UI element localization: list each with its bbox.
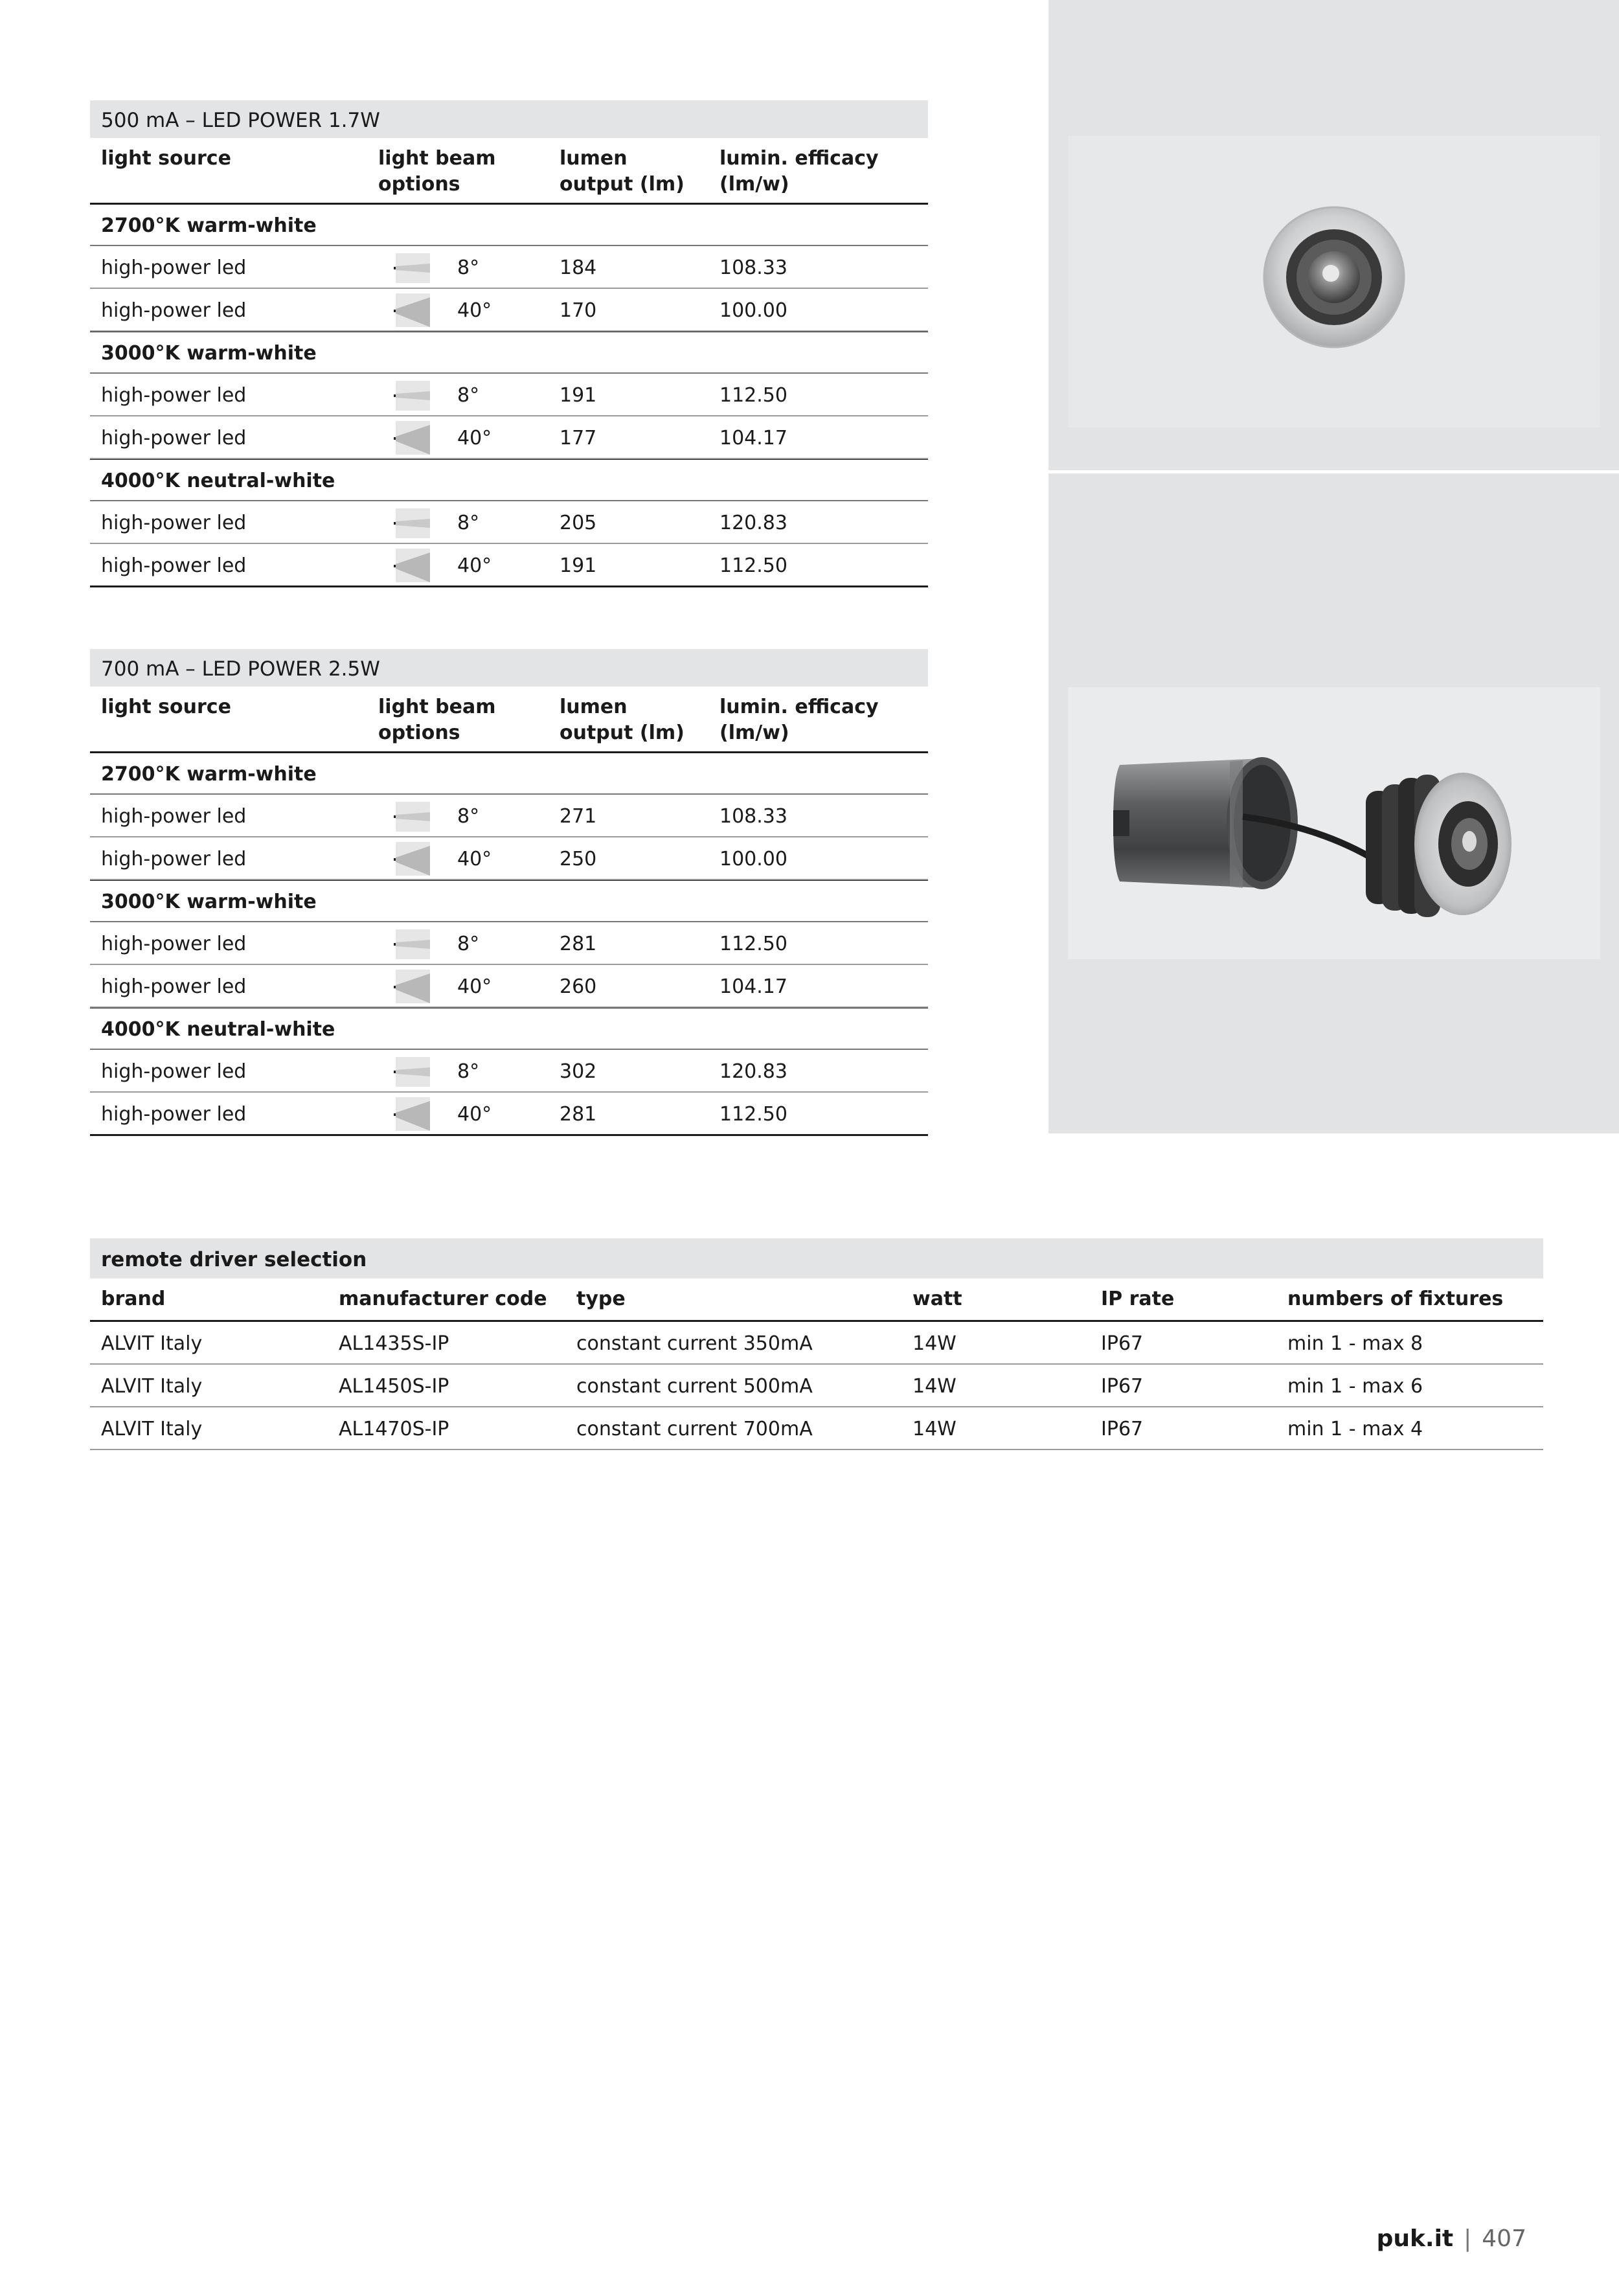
efficacy-cell: 112.50: [719, 1103, 787, 1126]
table-row: [90, 416, 928, 459]
header-light-source: light source: [101, 696, 231, 718]
efficacy-cell: 100.00: [719, 299, 787, 322]
table-title: 700 mA – LED POWER 2.5W: [90, 649, 928, 687]
lumen-cell: 302: [560, 1060, 597, 1083]
efficacy-cell: 120.83: [719, 1060, 787, 1083]
fixtures-cell: min 1 - max 4: [1287, 1418, 1423, 1440]
efficacy-cell: 108.33: [719, 805, 787, 828]
type-cell: constant current 350mA: [576, 1332, 813, 1355]
fixtures-cell: min 1 - max 6: [1287, 1375, 1423, 1398]
type-cell: constant current 700mA: [576, 1418, 813, 1440]
table-row: [90, 965, 928, 1008]
header-efficacy: lumin. efficacy (lm/w): [719, 696, 879, 744]
header-efficacy: lumin. efficacy (lm/w): [719, 147, 879, 196]
header-watt: watt: [912, 1288, 962, 1310]
beam-angle-cell: 40°: [457, 554, 492, 577]
group-label: 2700°K warm-white: [101, 214, 317, 237]
group-row: [90, 753, 928, 795]
lumen-cell: 271: [560, 805, 597, 828]
narrow-beam-icon: [392, 926, 430, 962]
lumen-cell: 250: [560, 848, 597, 870]
header-light-beam: light beam options: [378, 696, 496, 744]
beam-angle-cell: 8°: [457, 1060, 480, 1083]
header-light-source: light source: [101, 147, 231, 170]
wide-beam-icon: [392, 1096, 430, 1132]
group-row: [90, 1008, 928, 1050]
light-source-cell: high-power led: [101, 256, 247, 279]
table-row: [90, 1093, 928, 1136]
fixture-housing-illustration: [1048, 473, 1619, 1133]
light-source-cell: high-power led: [101, 975, 247, 998]
light-source-cell: high-power led: [101, 805, 247, 828]
efficacy-cell: 108.33: [719, 256, 787, 279]
efficacy-cell: 112.50: [719, 554, 787, 577]
beam-angle-cell: 8°: [457, 805, 480, 828]
page-footer: [1377, 2223, 1526, 2255]
table-row: [90, 501, 928, 544]
group-row: [90, 459, 928, 501]
lumen-cell: 191: [560, 554, 597, 577]
light-source-cell: high-power led: [101, 1103, 247, 1126]
ip-cell: IP67: [1101, 1375, 1144, 1398]
narrow-beam-icon: [392, 377, 430, 413]
beam-angle-cell: 40°: [457, 299, 492, 322]
product-photo-housing: [1048, 473, 1619, 1133]
narrow-beam-icon: [392, 505, 430, 541]
header-lumen-output: lumen output (lm): [560, 696, 685, 744]
header-light-beam: light beam options: [378, 147, 496, 196]
light-source-cell: high-power led: [101, 512, 247, 534]
watt-cell: 14W: [912, 1418, 957, 1440]
lumen-cell: 205: [560, 512, 597, 534]
wide-beam-icon: [392, 547, 430, 584]
table-row: [90, 1050, 928, 1093]
beam-angle-cell: 8°: [457, 512, 480, 534]
group-label: 4000°K neutral-white: [101, 470, 335, 492]
header-fixtures: numbers of fixtures: [1287, 1288, 1504, 1310]
group-row: [90, 880, 928, 922]
watt-cell: 14W: [912, 1375, 957, 1398]
light-source-cell: high-power led: [101, 427, 247, 449]
group-label: 3000°K warm-white: [101, 891, 317, 913]
lumen-cell: 177: [560, 427, 597, 449]
ip-cell: IP67: [1101, 1418, 1144, 1440]
fixture-front-illustration: [1048, 0, 1619, 470]
table-row: [90, 246, 928, 289]
table-row: [90, 1365, 1543, 1407]
product-photo-front: [1048, 0, 1619, 470]
narrow-beam-icon: [392, 1053, 430, 1089]
light-source-cell: high-power led: [101, 384, 247, 407]
header-type: type: [576, 1288, 626, 1310]
lumen-cell: 281: [560, 933, 597, 955]
ip-cell: IP67: [1101, 1332, 1144, 1355]
header-ip-rate: IP rate: [1101, 1288, 1175, 1310]
spec-table-500ma: [90, 100, 928, 587]
wide-beam-icon: [392, 292, 430, 328]
driver-table-title: remote driver selection: [90, 1238, 1543, 1279]
wide-beam-icon: [392, 841, 430, 877]
page-number: 407: [1482, 2225, 1526, 2252]
group-row: [90, 205, 928, 246]
light-source-cell: high-power led: [101, 1060, 247, 1083]
brand-cell: ALVIT Italy: [101, 1332, 203, 1355]
table-row: [90, 837, 928, 880]
group-label: 2700°K warm-white: [101, 763, 317, 786]
beam-angle-cell: 40°: [457, 427, 492, 449]
header-manufacturer-code: manufacturer code: [339, 1288, 547, 1310]
brand-cell: ALVIT Italy: [101, 1418, 203, 1440]
lumen-cell: 260: [560, 975, 597, 998]
narrow-beam-icon: [392, 249, 430, 286]
footer-website-link[interactable]: puk.it: [1376, 2225, 1454, 2252]
header-lumen-output: lumen output (lm): [560, 147, 685, 196]
group-label: 3000°K warm-white: [101, 342, 317, 365]
beam-angle-cell: 40°: [457, 1103, 492, 1126]
table-row: [90, 374, 928, 416]
brand-cell: ALVIT Italy: [101, 1375, 203, 1398]
table-row: [90, 922, 928, 965]
beam-angle-cell: 8°: [457, 256, 480, 279]
wide-beam-icon: [392, 968, 430, 1005]
wide-beam-icon: [392, 420, 430, 456]
type-cell: constant current 500mA: [576, 1375, 813, 1398]
beam-angle-cell: 40°: [457, 975, 492, 998]
table-row: [90, 795, 928, 837]
table-title: 500 mA – LED POWER 1.7W: [90, 100, 928, 138]
efficacy-cell: 100.00: [719, 848, 787, 870]
efficacy-cell: 104.17: [719, 427, 787, 449]
light-source-cell: high-power led: [101, 848, 247, 870]
table-row: [90, 544, 928, 587]
table-row: [90, 1407, 1543, 1450]
code-cell: AL1435S-IP: [339, 1332, 449, 1355]
header-brand: brand: [101, 1288, 166, 1310]
efficacy-cell: 120.83: [719, 512, 787, 534]
driver-table: [90, 1238, 1543, 1450]
code-cell: AL1450S-IP: [339, 1375, 449, 1398]
light-source-cell: high-power led: [101, 299, 247, 322]
code-cell: AL1470S-IP: [339, 1418, 449, 1440]
lumen-cell: 170: [560, 299, 597, 322]
beam-angle-cell: 40°: [457, 848, 492, 870]
watt-cell: 14W: [912, 1332, 957, 1355]
light-source-cell: high-power led: [101, 554, 247, 577]
table-header: [90, 138, 928, 205]
efficacy-cell: 104.17: [719, 975, 787, 998]
narrow-beam-icon: [392, 798, 430, 834]
fixtures-cell: min 1 - max 8: [1287, 1332, 1423, 1355]
footer-separator: |: [1464, 2225, 1472, 2252]
table-header: [90, 687, 928, 753]
lumen-cell: 184: [560, 256, 597, 279]
spec-table-700ma: [90, 649, 928, 1136]
beam-angle-cell: 8°: [457, 933, 480, 955]
driver-table-header: [90, 1279, 1543, 1322]
lumen-cell: 191: [560, 384, 597, 407]
beam-angle-cell: 8°: [457, 384, 480, 407]
lumen-cell: 281: [560, 1103, 597, 1126]
efficacy-cell: 112.50: [719, 933, 787, 955]
efficacy-cell: 112.50: [719, 384, 787, 407]
table-row: [90, 289, 928, 332]
table-row: [90, 1322, 1543, 1365]
group-label: 4000°K neutral-white: [101, 1018, 335, 1041]
light-source-cell: high-power led: [101, 933, 247, 955]
group-row: [90, 332, 928, 374]
